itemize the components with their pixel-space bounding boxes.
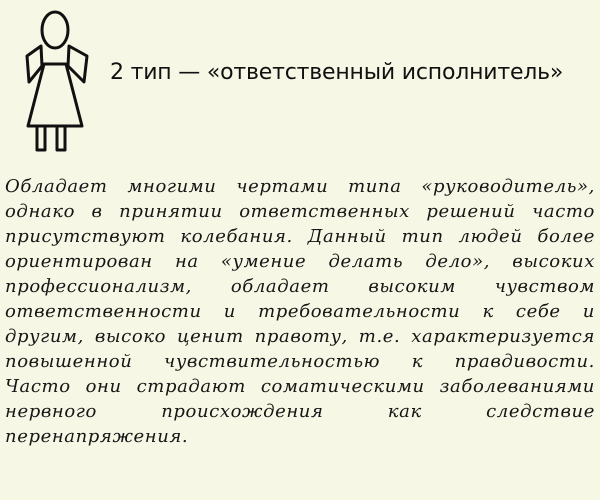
description-paragraph: Обладает многими чертами типа «руководитель», однако в принятии ответственных решений часто присутствуют колебания. Данный тип людей более ориентирован на «умение делать дело», высоких профессионализм, обладает высоким чувством ответственности и требовательности к себе и другим, высоко ценит правоту, т.е. характеризуется повышенной чувствительностью к правдивости. Часто они страдают соматическими заболеваниями нервного происхождения как следствие перенапряжения. xyxy=(5,176,595,447)
stick-figure-girl-icon xyxy=(24,6,104,156)
section-title: 2 тип — «ответственный исполнитель» xyxy=(110,60,564,85)
